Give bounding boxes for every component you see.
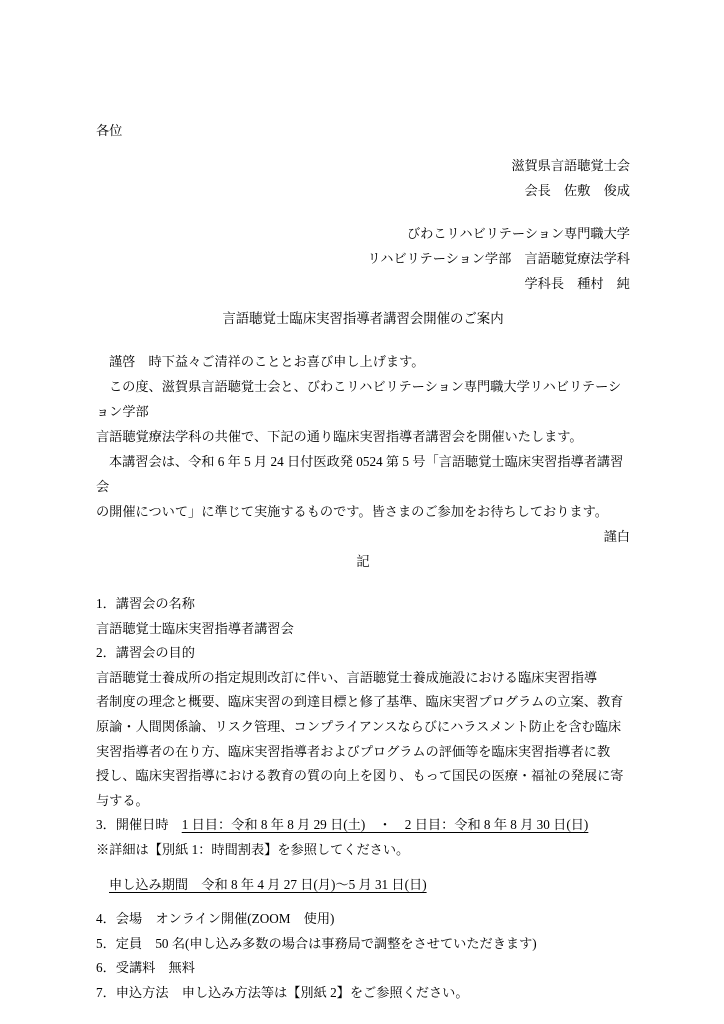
application-period: 申し込み期間 令和 8 年 4 月 27 日(月)〜5 月 31 日(日)	[109, 876, 427, 892]
item-1-heading: 1．講習会の名称	[96, 596, 195, 611]
greeting-paragraph-2-line-1: この度、滋賀県言語聴覚士会と、びわこリハビリテーション専門職大学リハビリテーション学部	[96, 379, 622, 419]
greeting-paragraph-1: 謹啓 時下益々ご清祥のこととお喜び申し上げます。	[109, 354, 425, 369]
item-3-note: ※詳細は【別紙 1：時間割表】を参照してください。	[96, 841, 410, 857]
cosponsor-department: リハビリテーション学部 言語聴覚療法学科	[367, 251, 630, 266]
item-2-body-line-2: 者制度の理念と概要、臨床実習の到達目標と修了基準、臨床実習プログラムの立案、教育	[96, 694, 624, 710]
cosponsor-university: びわこリハビリテーション専門職大学	[407, 226, 630, 241]
item-1-body-line-1: 言語聴覚士臨床実習指導者講習会	[96, 620, 294, 636]
item-7-application-method: 7．申込方法 申し込み方法等は【別紙 2】をご参照ください。	[96, 984, 469, 1000]
item-4-venue: 4．会場 オンライン開催(ZOOM 使用)	[96, 911, 335, 927]
greeting-paragraph-3-line-2: の開催について」に準じて実施するものです。皆さまのご参加をお待ちしております。	[96, 504, 608, 519]
salutation: 各位	[96, 123, 123, 138]
ki-marker: 記	[356, 554, 370, 569]
greeting-paragraph-2-line-2: 言語聴覚療法学科の共催で、下記の通り臨床実習指導者講習会を開催いたします。	[96, 429, 583, 444]
application-period-row	[96, 873, 630, 898]
greeting-paragraph-3-line-1: 本講習会は、令和 6 年 5 月 24 日付医政発 0524 第 5 号「言語聴覚士臨床実習指導者講習会	[96, 454, 624, 494]
issuer-chair: 会長 佐敷 俊成	[524, 183, 630, 198]
item-2-body-line-1: 言語聴覚士養成所の指定規則改訂に伴い、言語聴覚士養成施設における臨床実習指導	[96, 669, 598, 685]
item-2-heading: 2．講習会の目的	[96, 645, 195, 661]
item-2-body-line-4: 実習指導者の在り方、臨床実習指導者およびプログラムの評価等を臨床実習指導者に教	[96, 743, 611, 759]
issuer-org: 滋賀県言語聴覚士会	[511, 158, 630, 173]
item-2-body-line-3: 原論・人間関係論、リスク管理、コンプライアンスならびにハラスメント防止を含む臨床	[96, 718, 622, 734]
item-6-fee: 6．受講料 無料	[96, 960, 195, 976]
agenda-list	[96, 592, 630, 1006]
item-3-row	[96, 813, 630, 838]
document-title: 言語聴覚士臨床実習指導者講習会開催のご案内	[222, 311, 504, 326]
item-5-capacity: 5．定員 50 名(申し込み多数の場合は事務局で調整をさせていただきます)	[96, 935, 537, 951]
item-3-label: 3．開催日時	[96, 817, 169, 833]
cosponsor-head: 学科長 種村 純	[524, 276, 630, 291]
document-body	[96, 118, 630, 1006]
greeting-closing: 謹白	[603, 529, 630, 544]
item-2-body-line-5: 授し、臨床実習指導における教育の質の向上を図り、もって国民の医療・福祉の発展に寄	[96, 768, 624, 784]
item-3-dates: 1 日目：令和 8 年 8 月 29 日(土) ・ 2 日目：令和 8 年 8 月 30 日(日)	[181, 817, 589, 833]
item-2-body-line-6: 与する。	[96, 792, 149, 808]
